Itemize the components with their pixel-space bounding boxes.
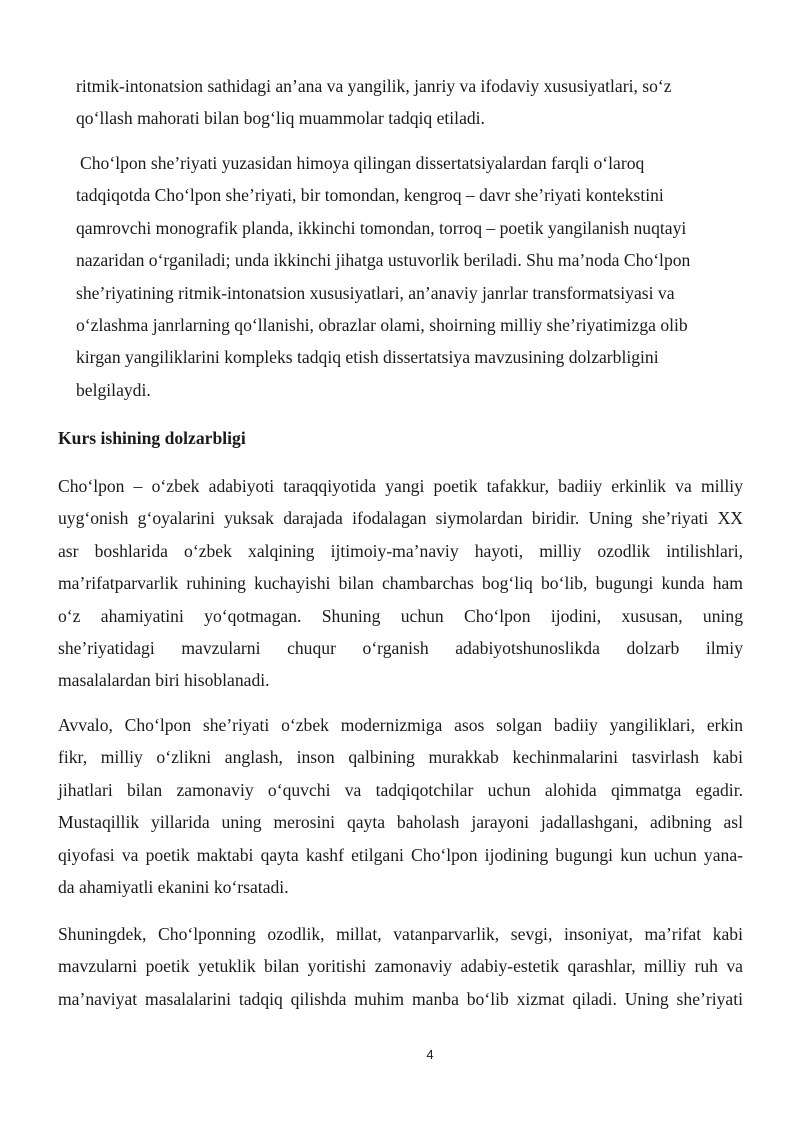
text-line: Cho‘lpon – o‘zbek adabiyoti taraqqiyotida yangi poetik tafakkur, badiiy erkinlik va milliy — [58, 476, 743, 496]
text-line: qo‘llash mahorati bilan bog‘liq muammolar tadqiq etiladi. — [76, 108, 485, 129]
text-line: she’riyatining ritmik-intonatsion xususiyatlari, an’anaviy janrlar transformatsiyasi va — [76, 282, 675, 303]
text-line: Shuningdek, Cho‘lponning ozodlik, millat, vatanparvarlik, sevgi, insoniyat, ma’rifat kabi — [58, 924, 743, 944]
text-line: da ahamiyatli ekanini ko‘rsatadi. — [58, 877, 289, 898]
text-line: ma’naviyat masalalarini tadqiq qilishda muhim manba bo‘lib xizmat qiladi. Uning she’riyati — [58, 988, 743, 1009]
text-line: asr boshlarida o‘zbek xalqining ijtimoiy-ma’naviy hayoti, milliy ozodlik intilishlari, — [58, 540, 743, 561]
page-number: 4 — [426, 1047, 434, 1062]
text-line: o‘zlashma janrlarning qo‘llanishi, obrazlar olami, shoirning milliy she’riyatimizga olib — [76, 315, 688, 336]
text-line: qamrovchi monografik planda, ikkinchi tomondan, torroq – poetik yangilanish nuqtayi — [76, 217, 687, 238]
text-line: uyg‘onish g‘oyalarini yuksak darajada ifodalagan siymolardan biridir. Uning she’riyati XX — [58, 508, 743, 529]
text-line: mavzularni poetik yetuklik bilan yoritishi zamonaviy adabiy-estetik qarashlar, milliy ruh va — [58, 956, 743, 977]
text-line: masalalardan biri hisoblanadi. — [58, 670, 270, 691]
text-line: Mustaqillik yillarida uning merosini qayta baholash jarayoni jadallashgani, adibning asl — [58, 812, 743, 833]
text-line: o‘z ahamiyatini yo‘qotmagan. Shuning uchun Cho‘lpon ijodini, xususan, uning — [58, 605, 743, 626]
text-line: she’riyatidagi mavzularni chuqur o‘rganish adabiyotshunoslikda dolzarb ilmiy — [58, 638, 743, 659]
paragraph-continuation — [76, 70, 744, 135]
text-line: kirgan yangiliklarini kompleks tadqiq etish dissertatsiya mavzusining dolzarbligini — [76, 347, 659, 368]
paragraph-themes — [58, 918, 743, 1015]
text-line: qiyofasi va poetik maktabi qayta kashf etilgani Cho‘lpon ijodining bugungi kun uchun yana- — [58, 844, 743, 865]
text-line: jihatlari bilan zamonaviy o‘quvchi va tadqiqotchilar uchun alohida qimmatga egadir. — [58, 779, 743, 800]
text-line: belgilaydi. — [76, 379, 151, 400]
text-line: Avvalo, Cho‘lpon she’riyati o‘zbek modernizmiga asos solgan badiiy yangiliklari, erkin — [58, 715, 743, 735]
paragraph-research-novelty — [76, 147, 744, 406]
section-heading: Kurs ishining dolzarbligi — [58, 428, 246, 448]
text-line: fikr, milliy o‘zlikni anglash, inson qalbining murakkab kechinmalarini tasvirlash kabi — [58, 747, 743, 768]
text-line: ma’rifatparvarlik ruhining kuchayishi bilan chambarchas bog‘liq bo‘lib, bugungi kunda ham — [58, 573, 743, 594]
text-line: Cho‘lpon she’riyati yuzasidan himoya qilingan dissertatsiyalardan farqli o‘laroq — [80, 153, 645, 173]
paragraph-modernism — [58, 709, 743, 903]
text-line: ritmik-intonatsion sathidagi an’ana va yangilik, janriy va ifodaviy xususiyatlari, so‘z — [76, 76, 672, 96]
paragraph-relevance-intro — [58, 470, 743, 697]
text-line: nazaridan o‘rganiladi; unda ikkinchi jihatga ustuvorlik beriladi. Shu ma’noda Cho‘lpon — [76, 250, 691, 271]
text-line: tadqiqotda Cho‘lpon she’riyati, bir tomondan, kengroq – davr she’riyati kontekstini — [76, 185, 664, 206]
